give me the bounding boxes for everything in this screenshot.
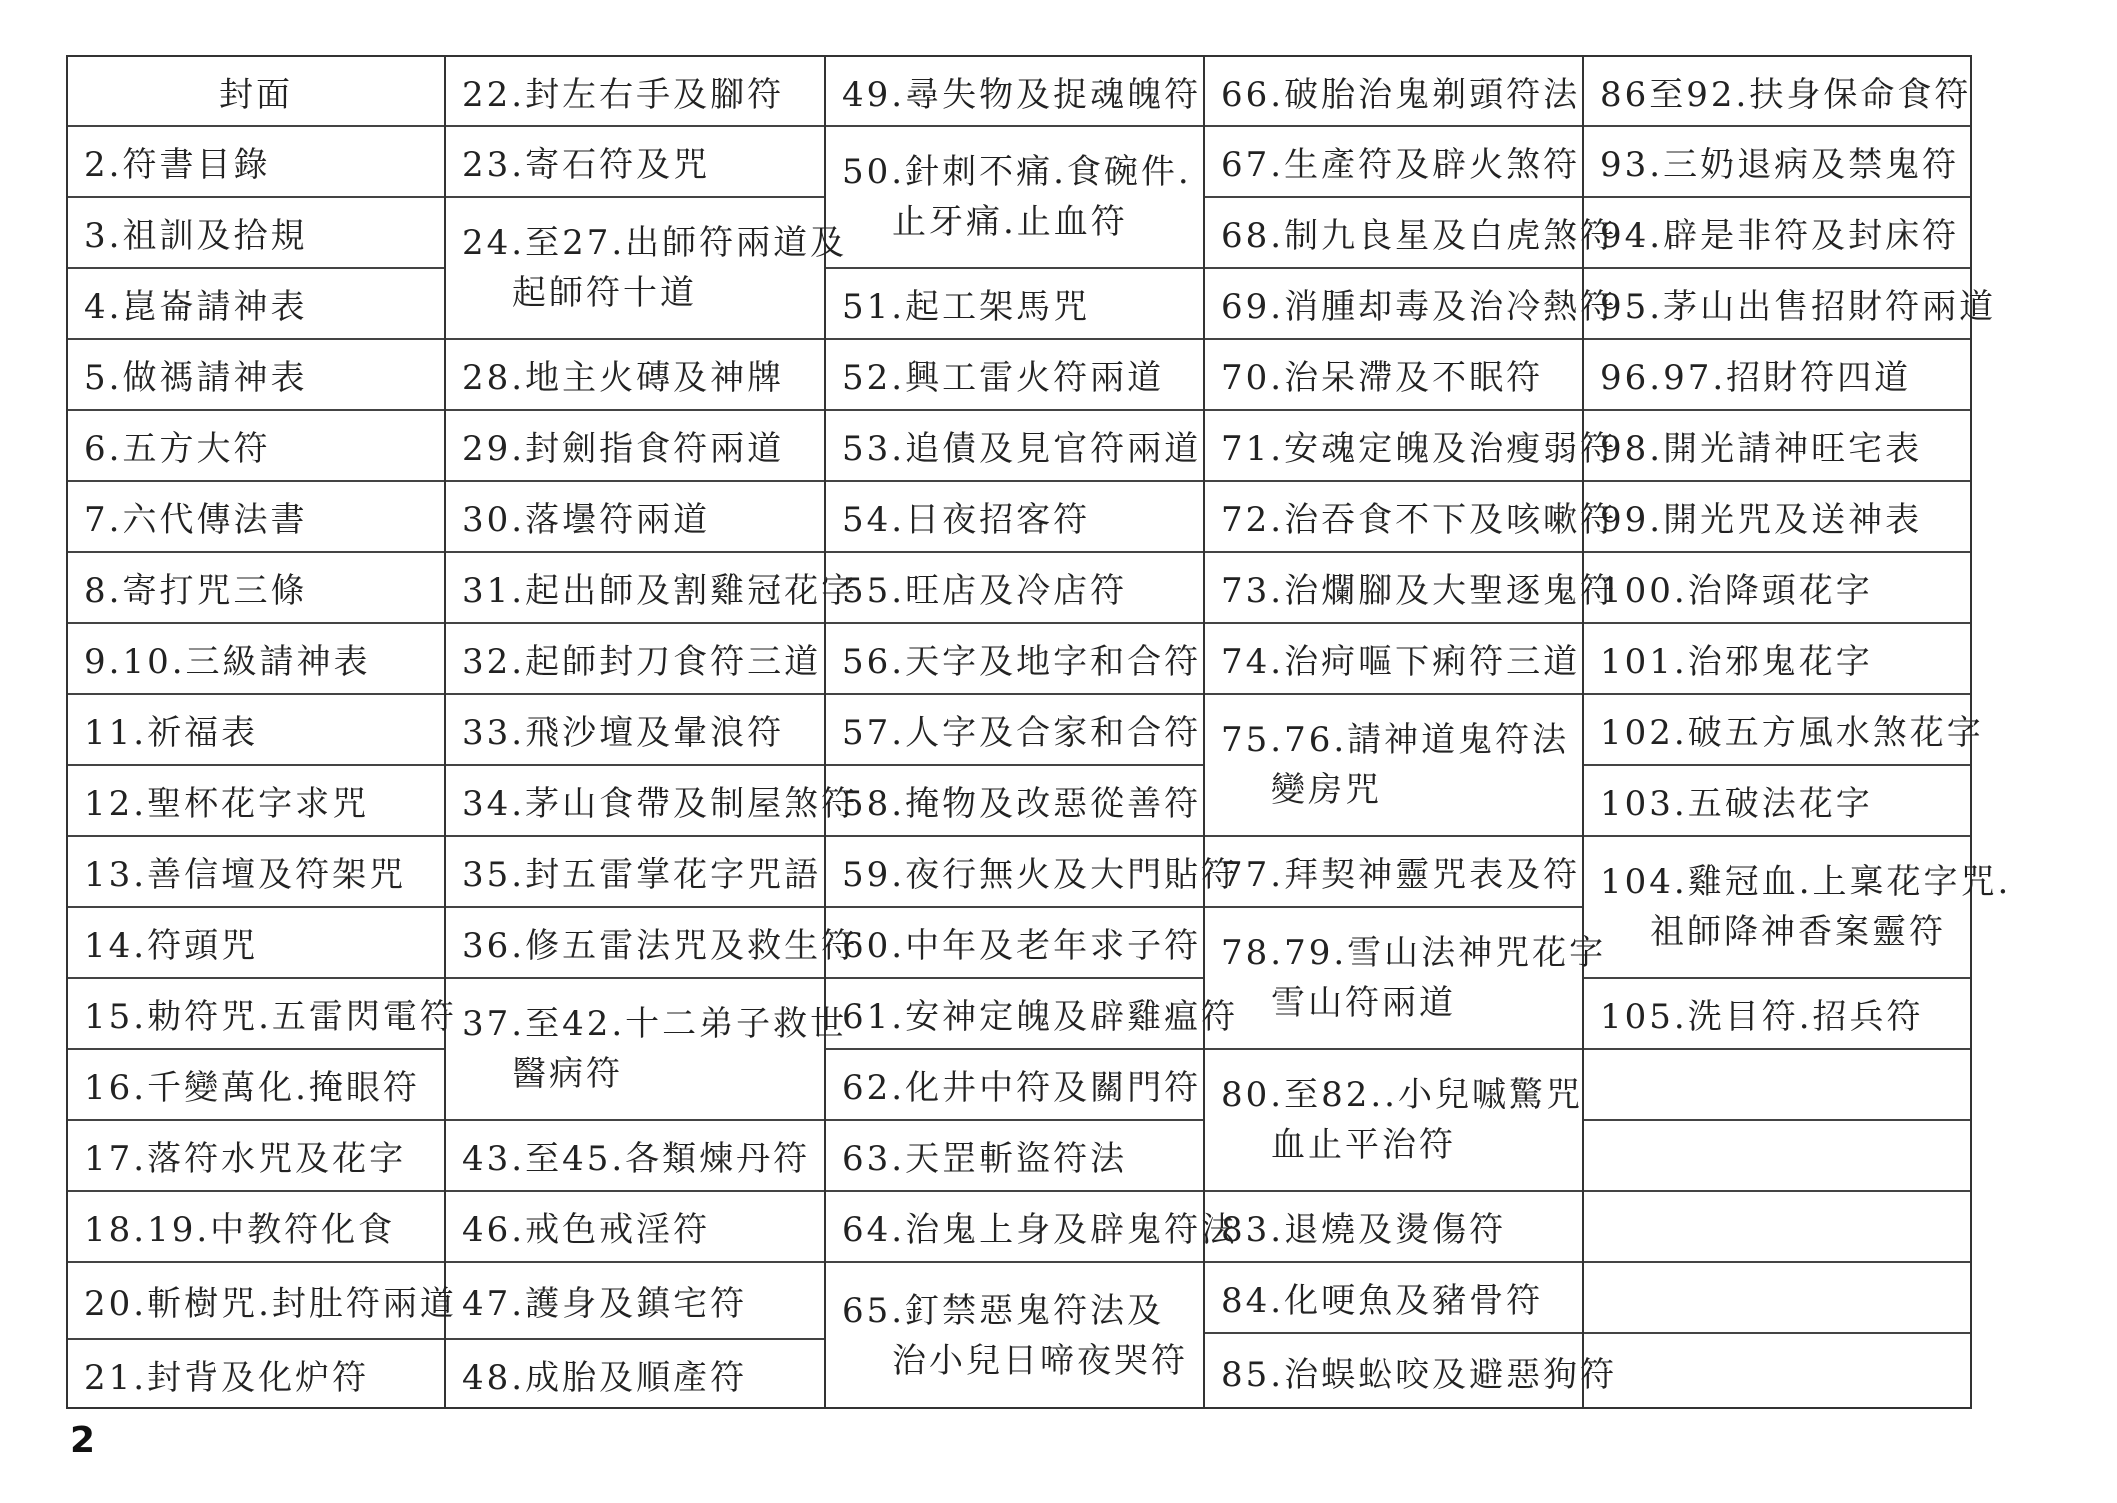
toc-entry-line2: 雪山符兩道	[1271, 983, 1456, 1023]
toc-entry	[68, 198, 444, 269]
toc-entry-text: 55.旺店及冷店符	[842, 571, 1128, 611]
toc-entry	[1584, 340, 1970, 411]
toc-entry-line2: 變房咒	[1271, 770, 1382, 810]
toc-entry	[826, 340, 1203, 411]
toc-entry-text: 8.寄打咒三條	[84, 571, 308, 611]
toc-column-1	[68, 57, 457, 1409]
toc-entry-text: 7.六代傳法書	[84, 500, 308, 540]
toc-entry	[68, 1340, 444, 1409]
toc-entry-text: 16.千變萬化.掩眼符	[84, 1068, 420, 1108]
toc-entry	[1205, 340, 1582, 411]
toc-entry	[68, 979, 457, 1050]
toc-entry-text: 98.開光請神旺宅表	[1600, 429, 1923, 469]
toc-entry-line1: 24.至27.出師符兩道及	[462, 223, 848, 263]
toc-entry-line2: 祖師降神香案靈符	[1650, 912, 1946, 952]
toc-entry-text: 11.祈福表	[84, 713, 259, 753]
toc-entry-text: 59.夜行無火及大門貼符	[842, 855, 1239, 895]
toc-entry-text: 49.尋失物及捉魂魄符	[842, 74, 1202, 115]
toc-entry-text: 53.追債及見官符兩道	[842, 429, 1202, 469]
toc-entry	[1584, 1334, 1970, 1409]
toc-column-5	[1584, 57, 2012, 1409]
toc-entry-text: 21.封背及化炉符	[84, 1358, 370, 1398]
toc-entry-text: 72.治吞食不下及咳嗽符	[1221, 500, 1618, 540]
toc-entry-text: 29.封劍指食符兩道	[462, 429, 785, 469]
toc-entry	[1584, 411, 1970, 482]
toc-entry	[1205, 269, 1618, 340]
toc-entry-text: 68.制九良星及白虎煞符	[1221, 216, 1618, 256]
toc-entry	[446, 624, 824, 695]
toc-entry-text: 46.戒色戒淫符	[462, 1210, 711, 1250]
toc-entry-text: 99.開光咒及送神表	[1600, 500, 1923, 540]
toc-entry-text: 4.崑崙請神表	[84, 287, 308, 327]
toc-entry-text: 64.治鬼上身及辟鬼符法	[842, 1210, 1239, 1250]
toc-entry-text: 47.護身及鎮宅符	[462, 1284, 748, 1324]
toc-entry-text: 30.落壜符兩道	[462, 500, 711, 540]
toc-entry-text: 58.掩物及改惡從善符	[842, 784, 1202, 824]
toc-entry	[1205, 1263, 1582, 1334]
toc-entry-text: 35.封五雷掌花字咒語	[462, 855, 822, 895]
toc-entry-text: 61.安神定魄及辟雞瘟符	[842, 997, 1239, 1037]
toc-entry	[446, 1340, 824, 1409]
toc-entry	[446, 908, 859, 979]
toc-entry-text: 36.修五雷法咒及救生符	[462, 926, 859, 966]
toc-entry-text: 101.治邪鬼花字	[1600, 642, 1873, 682]
toc-entry	[68, 837, 444, 908]
toc-entry-text: 43.至45.各類煉丹符	[462, 1139, 811, 1179]
toc-entry	[1584, 624, 1970, 695]
toc-entry-line1: 80.至82..小兒嘁驚咒	[1221, 1075, 1583, 1115]
toc-entry	[68, 1192, 444, 1263]
toc-entry	[826, 624, 1203, 695]
toc-entry-text: 77.拜契神靈咒表及符	[1221, 855, 1581, 895]
toc-entry	[826, 1263, 1203, 1409]
toc-entry	[1205, 127, 1582, 198]
toc-entry-text: 62.化井中符及關門符	[842, 1068, 1202, 1108]
toc-entry	[68, 1263, 457, 1340]
toc-entry-text: 93.三奶退病及禁鬼符	[1600, 145, 1960, 185]
toc-entry-text: 100.治降頭花字	[1600, 571, 1873, 611]
toc-entry	[1205, 198, 1618, 269]
toc-entry	[446, 482, 824, 553]
toc-entry-text: 84.化哽魚及豬骨符	[1221, 1281, 1544, 1321]
toc-entry-text: 70.治呆滯及不眠符	[1221, 358, 1544, 398]
toc-entry-text: 103.五破法花字	[1600, 784, 1873, 824]
toc-entry	[446, 411, 824, 482]
toc-entry-text: 28.地主火磚及神牌	[462, 358, 785, 398]
toc-entry	[68, 695, 444, 766]
toc-entry	[826, 766, 1203, 837]
toc-entry	[68, 1050, 444, 1121]
toc-column-2	[446, 57, 859, 1409]
toc-entry-text: 54.日夜招客符	[842, 500, 1091, 540]
toc-entry-text: 86至92.扶身保命食符	[1600, 74, 1972, 115]
toc-entry	[1584, 198, 1970, 269]
toc-entry-line1: 78.79.雪山法神咒花字	[1221, 933, 1607, 973]
toc-entry-text: 51.起工架馬咒	[842, 287, 1091, 327]
toc-entry	[1584, 1192, 1970, 1263]
toc-entry	[446, 695, 824, 766]
toc-entry-text: 23.寄石符及咒	[462, 145, 711, 185]
toc-entry	[68, 482, 444, 553]
toc-entry	[1205, 1050, 1582, 1192]
toc-entry-text: 9.10.三級請神表	[84, 642, 371, 682]
toc-entry-text: 34.茅山食帶及制屋煞符	[462, 784, 859, 824]
toc-entry	[826, 1192, 1239, 1263]
toc-entry-text: 32.起師封刀食符三道	[462, 642, 822, 682]
toc-entry	[826, 695, 1203, 766]
toc-entry-text: 31.起出師及割雞冠花字	[462, 571, 859, 611]
toc-entry	[826, 411, 1203, 482]
toc-entry-text: 5.做禡請神表	[84, 358, 308, 398]
toc-entry	[1205, 624, 1582, 695]
toc-entry	[68, 340, 444, 411]
toc-entry	[1584, 482, 1970, 553]
toc-entry-text: 2.符書目錄	[84, 145, 271, 185]
toc-entry	[446, 979, 848, 1121]
toc-entry-text: 56.天字及地字和合符	[842, 642, 1202, 682]
toc-entry	[446, 766, 859, 837]
toc-entry	[826, 1121, 1203, 1192]
toc-entry-text: 12.聖杯花字求咒	[84, 784, 370, 824]
toc-entry-text: 6.五方大符	[84, 429, 271, 469]
toc-entry	[1584, 1050, 1970, 1121]
toc-entry-text: 20.斬樹咒.封肚符兩道	[84, 1284, 457, 1324]
toc-entry	[446, 198, 848, 340]
toc-entry-text: 60.中年及老年求子符	[842, 926, 1202, 966]
toc-entry	[446, 340, 824, 411]
toc-entry-text: 33.飛沙壇及暈浪符	[462, 713, 785, 753]
toc-entry-text: 94.辟是非符及封床符	[1600, 216, 1960, 256]
toc-entry	[1584, 553, 1970, 624]
toc-entry	[1205, 1334, 1618, 1409]
toc-entry-text: 18.19.中教符化食	[84, 1210, 396, 1250]
toc-entry	[1584, 269, 1997, 340]
toc-entry-text: 66.破胎治鬼剃頭符法	[1221, 74, 1581, 115]
toc-entry	[1584, 1121, 1970, 1192]
toc-entry-text: 69.消腫却毒及治冷熱符	[1221, 287, 1618, 327]
toc-entry-line1: 75.76.請神道鬼符法	[1221, 720, 1570, 760]
toc-entry-text: 85.治蜈蚣咬及避惡狗符	[1221, 1355, 1618, 1395]
toc-entry-text: 17.落符水咒及花字	[84, 1139, 407, 1179]
toc-entry	[446, 837, 824, 908]
toc-entry	[68, 1121, 444, 1192]
toc-entry	[826, 57, 1203, 127]
toc-entry-text: 13.善信壇及符架咒	[84, 855, 407, 895]
toc-entry-line2: 醫病符	[512, 1054, 623, 1094]
toc-entry	[1205, 908, 1607, 1050]
toc-column-3	[826, 57, 1239, 1409]
toc-entry	[68, 624, 444, 695]
toc-entry	[826, 553, 1203, 624]
toc-entry	[826, 1050, 1203, 1121]
toc-entry-text: 63.天罡斬盜符法	[842, 1139, 1128, 1179]
toc-entry-line2: 治小兒日啼夜哭符	[892, 1341, 1188, 1381]
toc-entry	[826, 482, 1203, 553]
toc-entry	[1584, 57, 1970, 127]
toc-entry	[826, 979, 1239, 1050]
page-number: 2	[70, 1420, 96, 1461]
toc-entry	[68, 908, 444, 979]
toc-entry-text: 102.破五方風水煞花字	[1600, 713, 1984, 753]
toc-entry-line2: 止牙痛.止血符	[892, 202, 1128, 242]
toc-entry	[826, 837, 1239, 908]
toc-entry	[1205, 411, 1618, 482]
toc-entry-text: 14.符頭咒	[84, 926, 259, 966]
toc-entry-text: 96.97.招財符四道	[1600, 358, 1912, 398]
toc-entry	[68, 766, 444, 837]
toc-entry	[446, 127, 824, 198]
toc-entry-text: 67.生產符及辟火煞符	[1221, 145, 1581, 185]
toc-entry	[1205, 57, 1582, 127]
toc-entry	[68, 57, 444, 127]
toc-column-4	[1205, 57, 1618, 1409]
toc-entry	[68, 411, 444, 482]
toc-entry-line1: 50.針刺不痛.食碗件.	[842, 152, 1192, 192]
toc-entry	[1205, 1192, 1582, 1263]
toc-entry-text: 95.茅山出售招財符兩道	[1600, 287, 1997, 327]
toc-entry	[826, 127, 1203, 269]
toc-entry	[1584, 127, 1970, 198]
toc-entry	[1584, 1263, 1970, 1334]
toc-entry-text: 105.洗目符.招兵符	[1600, 997, 1924, 1037]
toc-entry-text: 15.勅符咒.五雷閃電符	[84, 997, 457, 1037]
toc-entry-line1: 37.至42.十二弟子救世	[462, 1004, 848, 1044]
toc-entry-line1: 65.釘禁惡鬼符法及	[842, 1291, 1165, 1331]
toc-entry	[1205, 553, 1618, 624]
toc-entry	[68, 553, 444, 624]
toc-entry-text: 48.成胎及順產符	[462, 1358, 748, 1398]
toc-entry	[68, 269, 444, 340]
toc-entry	[1584, 979, 1970, 1050]
toc-entry	[1205, 695, 1582, 837]
toc-entry	[446, 553, 859, 624]
toc-entry-text: 57.人字及合家和合符	[842, 713, 1202, 753]
toc-entry	[446, 1121, 824, 1192]
toc-entry-text: 22.封左右手及腳符	[462, 74, 785, 115]
toc-entry	[446, 1263, 824, 1340]
toc-entry	[1584, 837, 2012, 979]
toc-entry-text: 52.興工雷火符兩道	[842, 358, 1165, 398]
toc-entry-line2: 血止平治符	[1271, 1125, 1456, 1165]
toc-entry	[1205, 482, 1618, 553]
toc-entry	[826, 269, 1203, 340]
toc-entry-line1: 104.雞冠血.上稟花字咒.	[1600, 862, 2012, 902]
toc-entry-line2: 起師符十道	[512, 273, 697, 313]
toc-entry	[1205, 837, 1582, 908]
toc-entry	[446, 57, 824, 127]
toc-entry-text: 封面	[219, 74, 293, 115]
toc-entry-text: 83.退燒及燙傷符	[1221, 1210, 1507, 1250]
toc-entry	[1584, 766, 1970, 837]
toc-entry-text: 3.祖訓及拾規	[84, 216, 308, 256]
toc-entry	[826, 908, 1203, 979]
toc-entry	[446, 1192, 824, 1263]
toc-entry-text: 71.安魂定魄及治瘦弱符	[1221, 429, 1618, 469]
toc-entry-text: 73.治爛腳及大聖逐鬼符	[1221, 571, 1618, 611]
toc-entry	[1584, 695, 1984, 766]
toc-table	[66, 55, 2012, 1409]
toc-entry-text: 74.治疴嘔下痢符三道	[1221, 642, 1581, 682]
toc-entry	[68, 127, 444, 198]
